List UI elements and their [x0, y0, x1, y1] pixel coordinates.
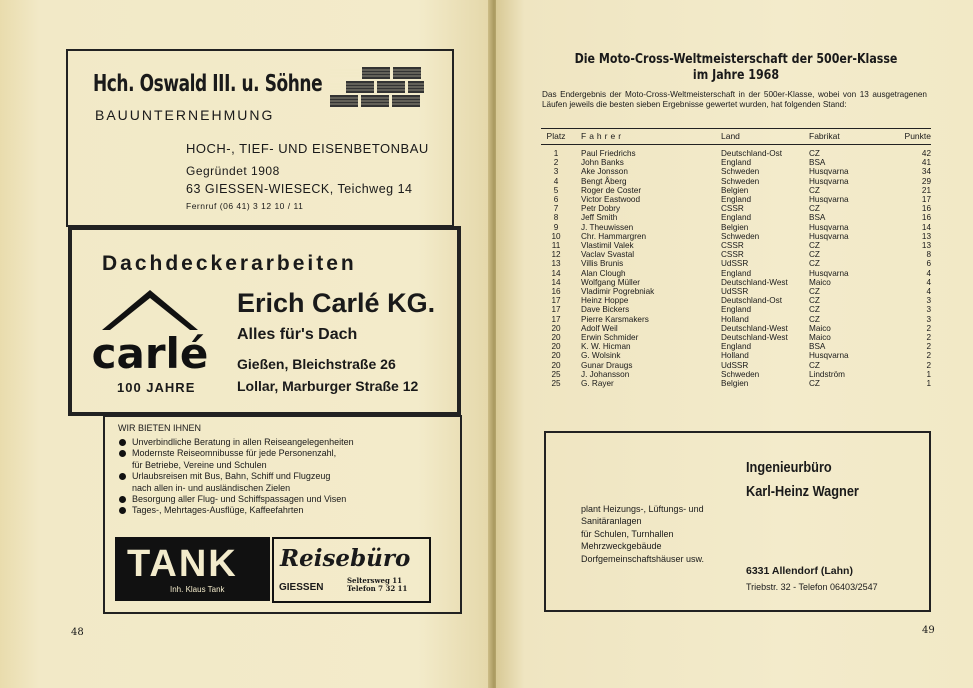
- table-cell: 16: [551, 287, 561, 297]
- reisebuero-phone: Telefon 7 32 11: [347, 584, 408, 593]
- table-cell: Paul Friedrichs: [581, 149, 636, 158]
- table-row: [541, 315, 931, 324]
- ad-tank: [103, 415, 462, 614]
- table-cell: 21: [921, 185, 931, 195]
- bullet-icon: [119, 473, 126, 480]
- table-cell: Alan Clough: [581, 268, 626, 278]
- house-logo-icon: [91, 288, 209, 378]
- table-cell: 14: [551, 268, 561, 278]
- table-cell: Lindström: [809, 369, 845, 379]
- list-item: Unverbindliche Beratung in allen Reiseangelegenheiten: [119, 437, 449, 448]
- service-line: plant Heizungs-, Lüftungs- und: [581, 504, 704, 514]
- table-cell: England: [721, 268, 752, 278]
- bullet-icon: [119, 450, 126, 457]
- reisebuero-text: Reisebüro: [280, 545, 411, 572]
- table-cell: 2: [926, 342, 931, 352]
- carle-heading: Dachdeckerarbeiten: [102, 252, 357, 275]
- tank-logo-text: TANK: [127, 543, 238, 585]
- table-cell: 25: [551, 369, 561, 379]
- table-cell: 20: [551, 360, 561, 370]
- table-cell: 4: [926, 287, 931, 297]
- oswald-line-1: HOCH-, TIEF- UND EISENBETONBAU: [186, 141, 429, 156]
- ad-wagner: [544, 431, 931, 612]
- table-row: [541, 145, 931, 159]
- table-cell: 2: [926, 333, 931, 343]
- table-cell: 20: [551, 333, 561, 343]
- header-fahrer: Fahrer: [571, 129, 721, 145]
- table-cell: Husqvarna: [809, 195, 849, 205]
- table-cell: Villis Brunis: [581, 259, 624, 269]
- table-cell: 16: [921, 213, 931, 223]
- list-item: Modernste Reiseomnibusse für jede Personenzahl,: [119, 448, 449, 459]
- table-cell: Victor Eastwood: [581, 195, 641, 205]
- page-number-right: 49: [922, 625, 935, 636]
- table-cell: Deutschland-Ost: [721, 149, 782, 158]
- table-cell: Husqvarna: [809, 268, 849, 278]
- table-cell: Schweden: [721, 167, 760, 177]
- bullet-icon: [119, 496, 126, 503]
- table-cell: CZ: [809, 149, 820, 158]
- reisebuero-city: GIESSEN: [279, 582, 324, 593]
- table-cell: K. W. Hicman: [581, 342, 631, 352]
- table-cell: CSSR: [721, 241, 744, 251]
- table-row: [541, 195, 931, 204]
- table-cell: 20: [551, 323, 561, 333]
- table-row: [541, 351, 931, 360]
- table-cell: Deutschland-West: [721, 277, 788, 287]
- table-cell: 2: [926, 360, 931, 370]
- table-cell: 17: [921, 195, 931, 205]
- table-row: [541, 278, 931, 287]
- wagner-title: Ingenieurbüro: [746, 459, 832, 476]
- table-row: [541, 259, 931, 268]
- table-cell: 1: [926, 369, 931, 379]
- table-cell: Husqvarna: [809, 231, 849, 241]
- table-cell: BSA: [809, 342, 826, 352]
- table-cell: CZ: [809, 296, 820, 306]
- header-platz: Platz: [541, 129, 571, 145]
- oswald-line-4: Fernruf (06 41) 3 12 10 / 11: [186, 201, 304, 211]
- header-fabrikat: Fabrikat: [809, 129, 879, 145]
- carle-years: 100 JAHRE: [117, 380, 196, 395]
- table-cell: 3: [926, 314, 931, 324]
- bricks-logo-icon: [330, 67, 424, 117]
- table-cell: Vaclav Svastal: [581, 250, 635, 260]
- oswald-line-3: 63 GIESSEN-WIESECK, Teichweg 14: [186, 182, 413, 196]
- table-row: [541, 370, 931, 379]
- table-cell: Deutschland-Ost: [721, 296, 782, 306]
- table-row: [541, 269, 931, 278]
- tank-offers-list: [119, 437, 449, 517]
- table-cell: 20: [551, 351, 561, 361]
- ad-oswald: [66, 49, 454, 227]
- table-cell: Belgien: [721, 379, 749, 389]
- table-cell: Schweden: [721, 176, 760, 186]
- table-row: [541, 342, 931, 351]
- table-cell: Maico: [809, 277, 831, 287]
- table-cell: 2: [553, 158, 559, 168]
- table-cell: 7: [553, 204, 559, 214]
- table-cell: 13: [921, 231, 931, 241]
- carle-name: Erich Carlé KG.: [237, 288, 436, 318]
- table-cell: 41: [921, 158, 931, 168]
- table-cell: CSSR: [721, 250, 744, 260]
- table-cell: Husqvarna: [809, 351, 849, 361]
- oswald-firm-name: Hch. Oswald III. u. Söhne: [93, 71, 323, 97]
- intro-paragraph: Das Endergebnis der Moto-Cross-Weltmeisterschaft in der 500er-Klasse, wobei von 13 ausgetragenen Läufen jeweils die besten sieben Ergebnisse gewertet wurden, hat folgenden Stand:: [542, 90, 927, 109]
- list-item: Tages-, Mehrtages-Ausflüge, Kaffeefahrten: [119, 505, 449, 516]
- table-row: [541, 241, 931, 250]
- table-cell: 10: [551, 231, 561, 241]
- table-cell: 4: [926, 277, 931, 287]
- results-table: [541, 128, 931, 388]
- table-cell: Husqvarna: [809, 167, 849, 177]
- service-line: für Schulen, Turnhallen: [581, 528, 674, 539]
- table-cell: Pierre Karsmakers: [581, 314, 649, 324]
- table-cell: G. Rayer: [581, 379, 614, 389]
- table-cell: CZ: [809, 259, 820, 269]
- table-cell: Vlastimil Valek: [581, 241, 634, 251]
- page-title: Die Moto-Cross-Weltmeisterschaft der 500er-Klasse: [574, 52, 898, 67]
- service-line: Sanitäranlagen: [581, 516, 642, 527]
- table-cell: 3: [926, 305, 931, 315]
- table-cell: Gunar Draugs: [581, 360, 633, 370]
- table-cell: Wolfgang Müller: [581, 277, 641, 287]
- table-cell: England: [721, 195, 752, 205]
- table-cell: 3: [553, 167, 559, 177]
- table-cell: 20: [551, 342, 561, 352]
- reisebuero-logo: [272, 537, 431, 603]
- table-cell: Schweden: [721, 231, 760, 241]
- wagner-city: 6331 Allendorf (Lahn): [746, 565, 853, 577]
- table-cell: 17: [551, 296, 561, 306]
- table-row: [541, 223, 931, 232]
- table-cell: UdSSR: [721, 287, 749, 297]
- table-cell: England: [721, 342, 752, 352]
- table-cell: CZ: [809, 185, 820, 195]
- header-punkte: Punkte: [879, 129, 931, 145]
- table-cell: Dave Bickers: [581, 305, 630, 315]
- table-cell: Belgien: [721, 222, 749, 232]
- table-cell: 13: [921, 241, 931, 251]
- service-line: Dorfgemeinschaftshäuser usw.: [581, 553, 705, 564]
- tank-logo: [115, 537, 270, 601]
- bullet-icon: [119, 507, 126, 514]
- table-cell: 3: [926, 296, 931, 306]
- table-row: [541, 361, 931, 370]
- table-cell: CZ: [809, 287, 820, 297]
- table-cell: 4: [926, 268, 931, 278]
- table-cell: UdSSR: [721, 360, 749, 370]
- table-cell: 5: [553, 185, 559, 195]
- table-row: [541, 250, 931, 259]
- table-row: [541, 158, 931, 167]
- table-cell: CZ: [809, 250, 820, 260]
- carle-logo-text: carlé: [91, 329, 209, 378]
- table-cell: Deutschland-West: [721, 333, 788, 343]
- oswald-subtitle: BAUUNTERNEHMUNG: [95, 107, 275, 123]
- table-cell: Holland: [721, 314, 749, 324]
- table-cell: Erwin Schmider: [581, 333, 639, 343]
- table-cell: Heinz Hoppe: [581, 296, 629, 306]
- list-item: nach allen in- und ausländischen Zielen: [132, 482, 291, 493]
- table-cell: Adolf Weil: [581, 323, 618, 333]
- table-cell: Husqvarna: [809, 222, 849, 232]
- table-cell: Vladimir Pogrebniak: [581, 287, 655, 297]
- table-cell: John Banks: [581, 158, 624, 168]
- table-cell: Maico: [809, 323, 831, 333]
- table-cell: 13: [551, 259, 561, 269]
- table-cell: 8: [926, 250, 931, 260]
- table-cell: 9: [553, 222, 559, 232]
- table-cell: 34: [921, 167, 931, 177]
- table-row: [541, 186, 931, 195]
- table-cell: Chr. Hammargren: [581, 231, 647, 241]
- service-line: Mehrzweckgebäude: [581, 541, 662, 552]
- table-cell: Jeff Smith: [581, 213, 618, 223]
- oswald-line-2: Gegründet 1908: [186, 164, 280, 178]
- table-row: [541, 324, 931, 333]
- table-cell: Bengt Åberg: [581, 176, 627, 186]
- table-row: [541, 333, 931, 342]
- table-cell: Schweden: [721, 369, 760, 379]
- table-cell: Belgien: [721, 185, 749, 195]
- table-cell: CZ: [809, 241, 820, 251]
- wagner-contact: Triebstr. 32 - Telefon 06403/2547: [746, 582, 878, 592]
- table-cell: CZ: [809, 360, 820, 370]
- table-cell: 42: [921, 149, 931, 158]
- list-item: für Betriebe, Vereine und Schulen: [132, 459, 267, 470]
- table-cell: UdSSR: [721, 259, 749, 269]
- tank-heading: WIR BIETEN IHNEN: [118, 423, 202, 433]
- table-cell: Maico: [809, 333, 831, 343]
- table-cell: 16: [921, 204, 931, 214]
- table-cell: 17: [551, 314, 561, 324]
- wagner-services: [581, 503, 704, 565]
- table-row: [541, 379, 931, 388]
- table-cell: England: [721, 213, 752, 223]
- right-page: [496, 0, 973, 688]
- table-cell: Holland: [721, 351, 749, 361]
- ad-carle: [68, 226, 461, 416]
- table-cell: 6: [926, 259, 931, 269]
- table-cell: 29: [921, 176, 931, 186]
- table-cell: 6: [553, 195, 559, 205]
- list-item: Urlaubsreisen mit Bus, Bahn, Schiff und Flugzeug: [119, 471, 449, 482]
- page-subtitle: im Jahre 1968: [692, 68, 780, 83]
- table-cell: 14: [551, 277, 561, 287]
- table-row: [541, 213, 931, 222]
- page-number-left: 48: [71, 627, 84, 638]
- table-row: [541, 177, 931, 186]
- table-cell: CZ: [809, 204, 820, 214]
- carle-address-2: Lollar, Marburger Straße 12: [237, 378, 419, 394]
- table-cell: 4: [553, 176, 559, 186]
- table-row: [541, 232, 931, 241]
- table-cell: 14: [921, 222, 931, 232]
- tank-owner: Inh. Klaus Tank: [170, 585, 225, 594]
- table-cell: G. Wolsink: [581, 351, 621, 361]
- table-cell: 11: [551, 241, 561, 251]
- table-cell: CZ: [809, 379, 820, 389]
- table-cell: Roger de Coster: [581, 185, 642, 195]
- carle-address-1: Gießen, Bleichstraße 26: [237, 356, 396, 372]
- header-land: Land: [721, 129, 809, 145]
- table-cell: 1: [926, 379, 931, 389]
- table-cell: 25: [551, 379, 561, 389]
- table-cell: Petr Dobry: [581, 204, 621, 214]
- table-cell: Husqvarna: [809, 176, 849, 186]
- reisebuero-address: [347, 577, 407, 593]
- bullet-icon: [119, 439, 126, 446]
- table-cell: England: [721, 305, 752, 315]
- table-cell: 2: [926, 351, 931, 361]
- table-cell: 1: [553, 149, 559, 158]
- table-row: [541, 296, 931, 305]
- table-cell: CZ: [809, 305, 820, 315]
- wagner-name: Karl-Heinz Wagner: [746, 483, 859, 500]
- table-header-row: [541, 129, 931, 145]
- table-cell: J. Johansson: [581, 369, 630, 379]
- table-cell: 8: [553, 213, 559, 223]
- table-cell: England: [721, 158, 752, 168]
- list-item: Besorgung aller Flug- und Schiffspassagen und Visen: [119, 494, 449, 505]
- table-row: [541, 287, 931, 296]
- table-cell: BSA: [809, 213, 826, 223]
- table-cell: CZ: [809, 314, 820, 324]
- table-cell: 17: [551, 305, 561, 315]
- table-cell: 12: [551, 250, 561, 260]
- table-row: [541, 305, 931, 314]
- reisebuero-street: Seltersweg 11: [347, 576, 403, 585]
- carle-tagline: Alles für's Dach: [237, 326, 358, 343]
- table-row: [541, 204, 931, 213]
- table-cell: Ake Jonsson: [581, 167, 628, 177]
- table-cell: 2: [926, 323, 931, 333]
- table-cell: Deutschland-West: [721, 323, 788, 333]
- table-row: [541, 167, 931, 176]
- table-cell: J. Theuwissen: [581, 222, 634, 232]
- table-cell: BSA: [809, 158, 826, 168]
- table-cell: CSSR: [721, 204, 744, 214]
